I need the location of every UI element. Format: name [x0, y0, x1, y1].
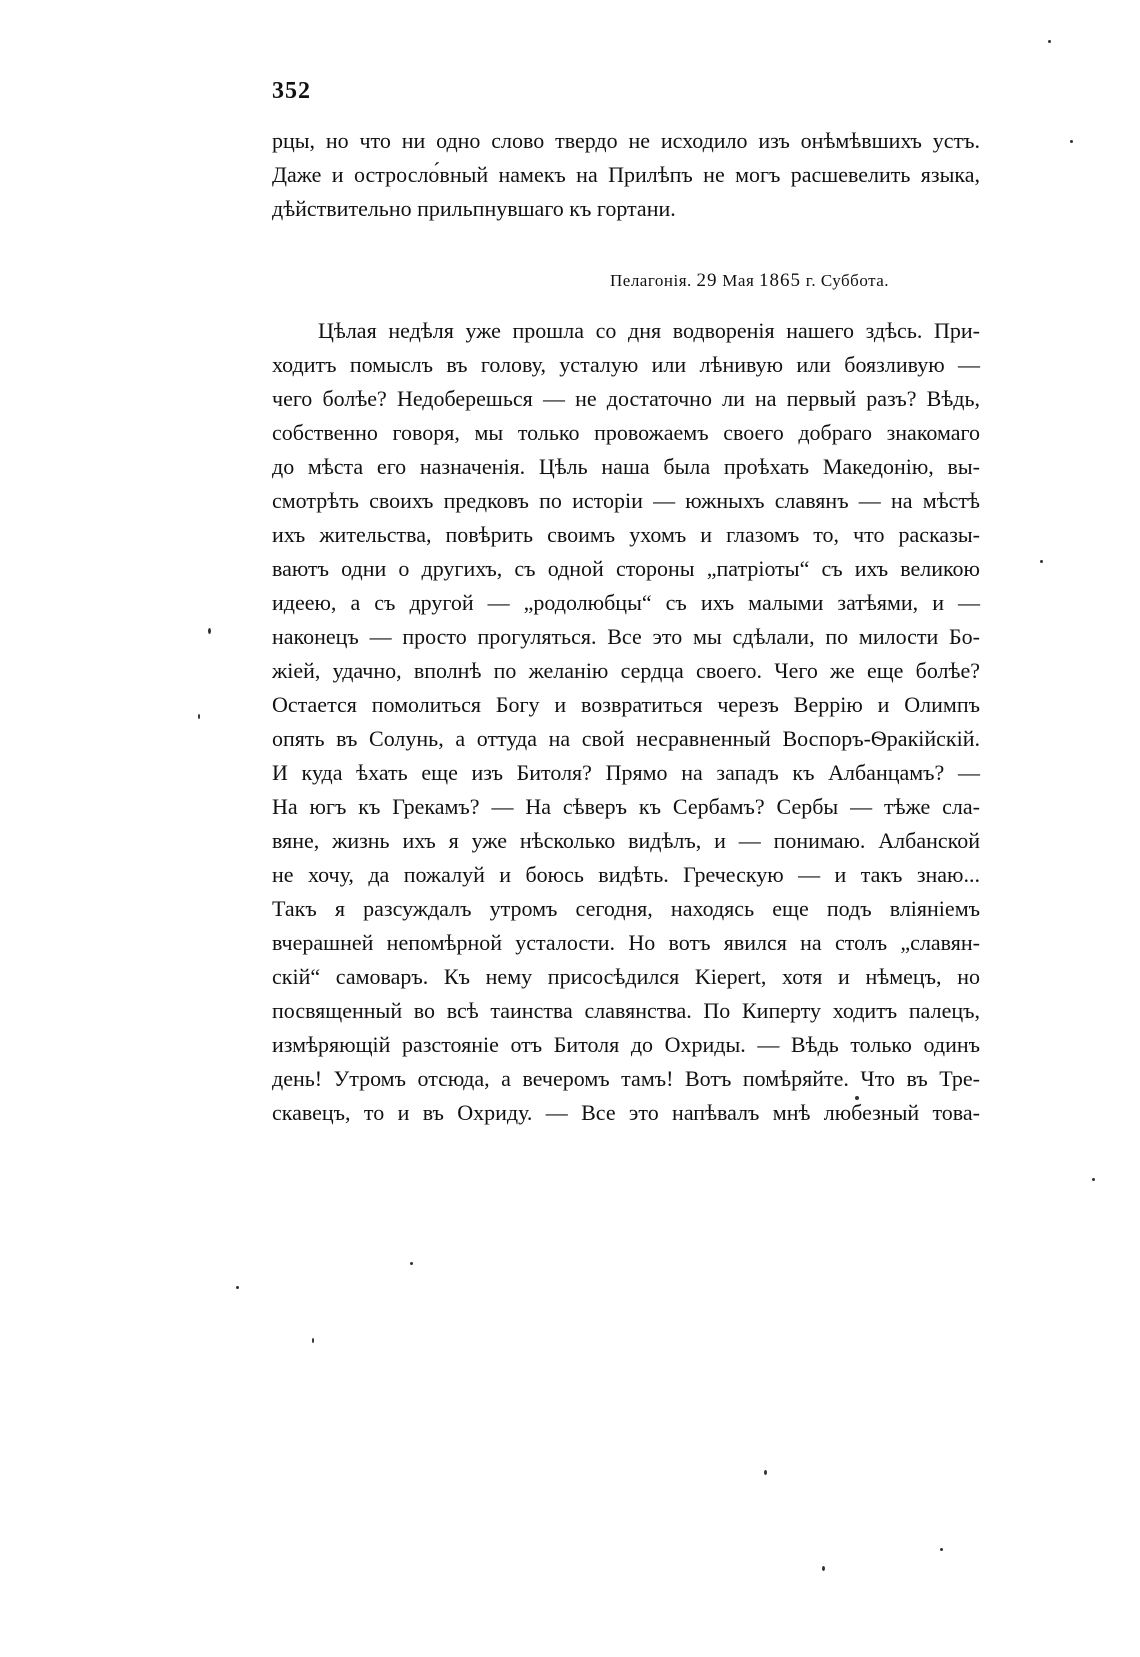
- text-line: жіей, удачно, вполнѣ по желанію сердца своего. Чего же еще болѣе?: [272, 658, 980, 683]
- scan-speck: [1040, 560, 1043, 563]
- text-line: скавецъ, то и въ Охриду. — Все это напѣвалъ мнѣ любезный това-: [272, 1100, 980, 1125]
- main-paragraph: [272, 314, 980, 1130]
- scan-speck: [236, 1286, 239, 1289]
- dateline-place: Пелагонія.: [610, 271, 692, 290]
- text-line: наконецъ — просто прогуляться. Все это мы сдѣлали, по милости Бо-: [272, 624, 980, 649]
- text-line: идеею, а съ другой — „родолюбцы“ съ ихъ малыми затѣями, и —: [272, 590, 980, 615]
- scan-speck: [940, 1548, 943, 1551]
- scan-speck: [1092, 1178, 1095, 1181]
- text-line: ваютъ одни о другихъ, съ одной стороны „патріоты“ съ ихъ великою: [272, 556, 980, 581]
- text-line: ходитъ помыслъ въ голову, усталую или лѣнивую или боязливую —: [272, 352, 980, 377]
- dateline-weekday: Суббота.: [820, 271, 890, 290]
- text-line: Даже и остросло́вный намекъ на Прилѣпъ не могъ расшевелить языка,: [272, 162, 980, 187]
- text-line: чего болѣе? Недоберешься — не достаточно ли на первый разъ? Вѣдь,: [272, 386, 980, 411]
- scan-speck: [822, 1566, 825, 1571]
- text-line: вчерашней непомѣрной усталости. Но вотъ явился на столъ „славян-: [272, 930, 980, 955]
- text-line: Остается помолиться Богу и возвратиться черезъ Веррію и Олимпъ: [272, 692, 980, 717]
- dateline-year-suffix: г.: [805, 271, 817, 290]
- text-line: измѣряющій разстояніе отъ Битоля до Охриды. — Вѣдь только одинъ: [272, 1032, 980, 1057]
- text-line: ихъ жительства, повѣрить своимъ ухомъ и глазомъ то, что расказы-: [272, 522, 980, 547]
- text-line: рцы, но что ни одно слово твердо не исходило изъ онѣмѣвшихъ устъ.: [272, 128, 980, 153]
- scan-speck: [198, 714, 200, 719]
- text-line: Такъ я разсуждалъ утромъ сегодня, находясь еще подъ вліяніемъ: [272, 896, 980, 921]
- text-line: смотрѣть своихъ предковъ по исторіи — южныхъ славянъ — на мѣстѣ: [272, 488, 980, 513]
- text-line: дѣйствительно прильпнувшаго къ гортани.: [272, 196, 676, 221]
- text-line: На югъ къ Грекамъ? — На сѣверъ къ Сербамъ? Сербы — тѣже сла-: [272, 794, 980, 819]
- scan-speck: [208, 628, 211, 634]
- dateline-year: 1865: [759, 270, 802, 291]
- text-line: Цѣлая недѣля уже прошла со дня водворенія нашего здѣсь. При-: [318, 318, 980, 343]
- intro-paragraph: [272, 124, 980, 226]
- scan-speck: [1048, 40, 1051, 43]
- text-line: день! Утромъ отсюда, а вечеромъ тамъ! Вотъ помѣряйте. Что въ Тре-: [272, 1066, 980, 1091]
- text-line: посвященный во всѣ таинства славянства. По Киперту ходитъ палецъ,: [272, 998, 980, 1023]
- dateline-month: Мая: [722, 271, 755, 290]
- dateline: [610, 270, 889, 292]
- scan-speck: [312, 1338, 314, 1343]
- scan-speck: [410, 1262, 413, 1265]
- text-line: собственно говоря, мы только провожаемъ своего добраго знакомаго: [272, 420, 980, 445]
- scan-speck: [1070, 140, 1073, 143]
- text-line: скій“ самоваръ. Къ нему присосѣдился Kiepert, хотя и нѣмецъ, но: [272, 964, 980, 989]
- text-line: вяне, жизнь ихъ я уже нѣсколько видѣлъ, и — понимаю. Албанской: [272, 828, 980, 853]
- text-line: до мѣста его назначенія. Цѣль наша была проѣхать Македонію, вы-: [272, 454, 980, 479]
- scan-speck: [855, 1096, 859, 1100]
- dateline-day: 29: [696, 270, 718, 291]
- text-line: опять въ Солунь, а оттуда на свой несравненный Воспоръ-Ѳракійскій.: [272, 726, 980, 751]
- page-number: 352: [272, 78, 311, 104]
- text-line: И куда ѣхать еще изъ Битоля? Прямо на западъ къ Албанцамъ? —: [272, 760, 980, 785]
- text-line: не хочу, да пожалуй и боюсь видѣть. Греческую — и такъ знаю...: [272, 862, 980, 887]
- scan-speck: [764, 1470, 767, 1475]
